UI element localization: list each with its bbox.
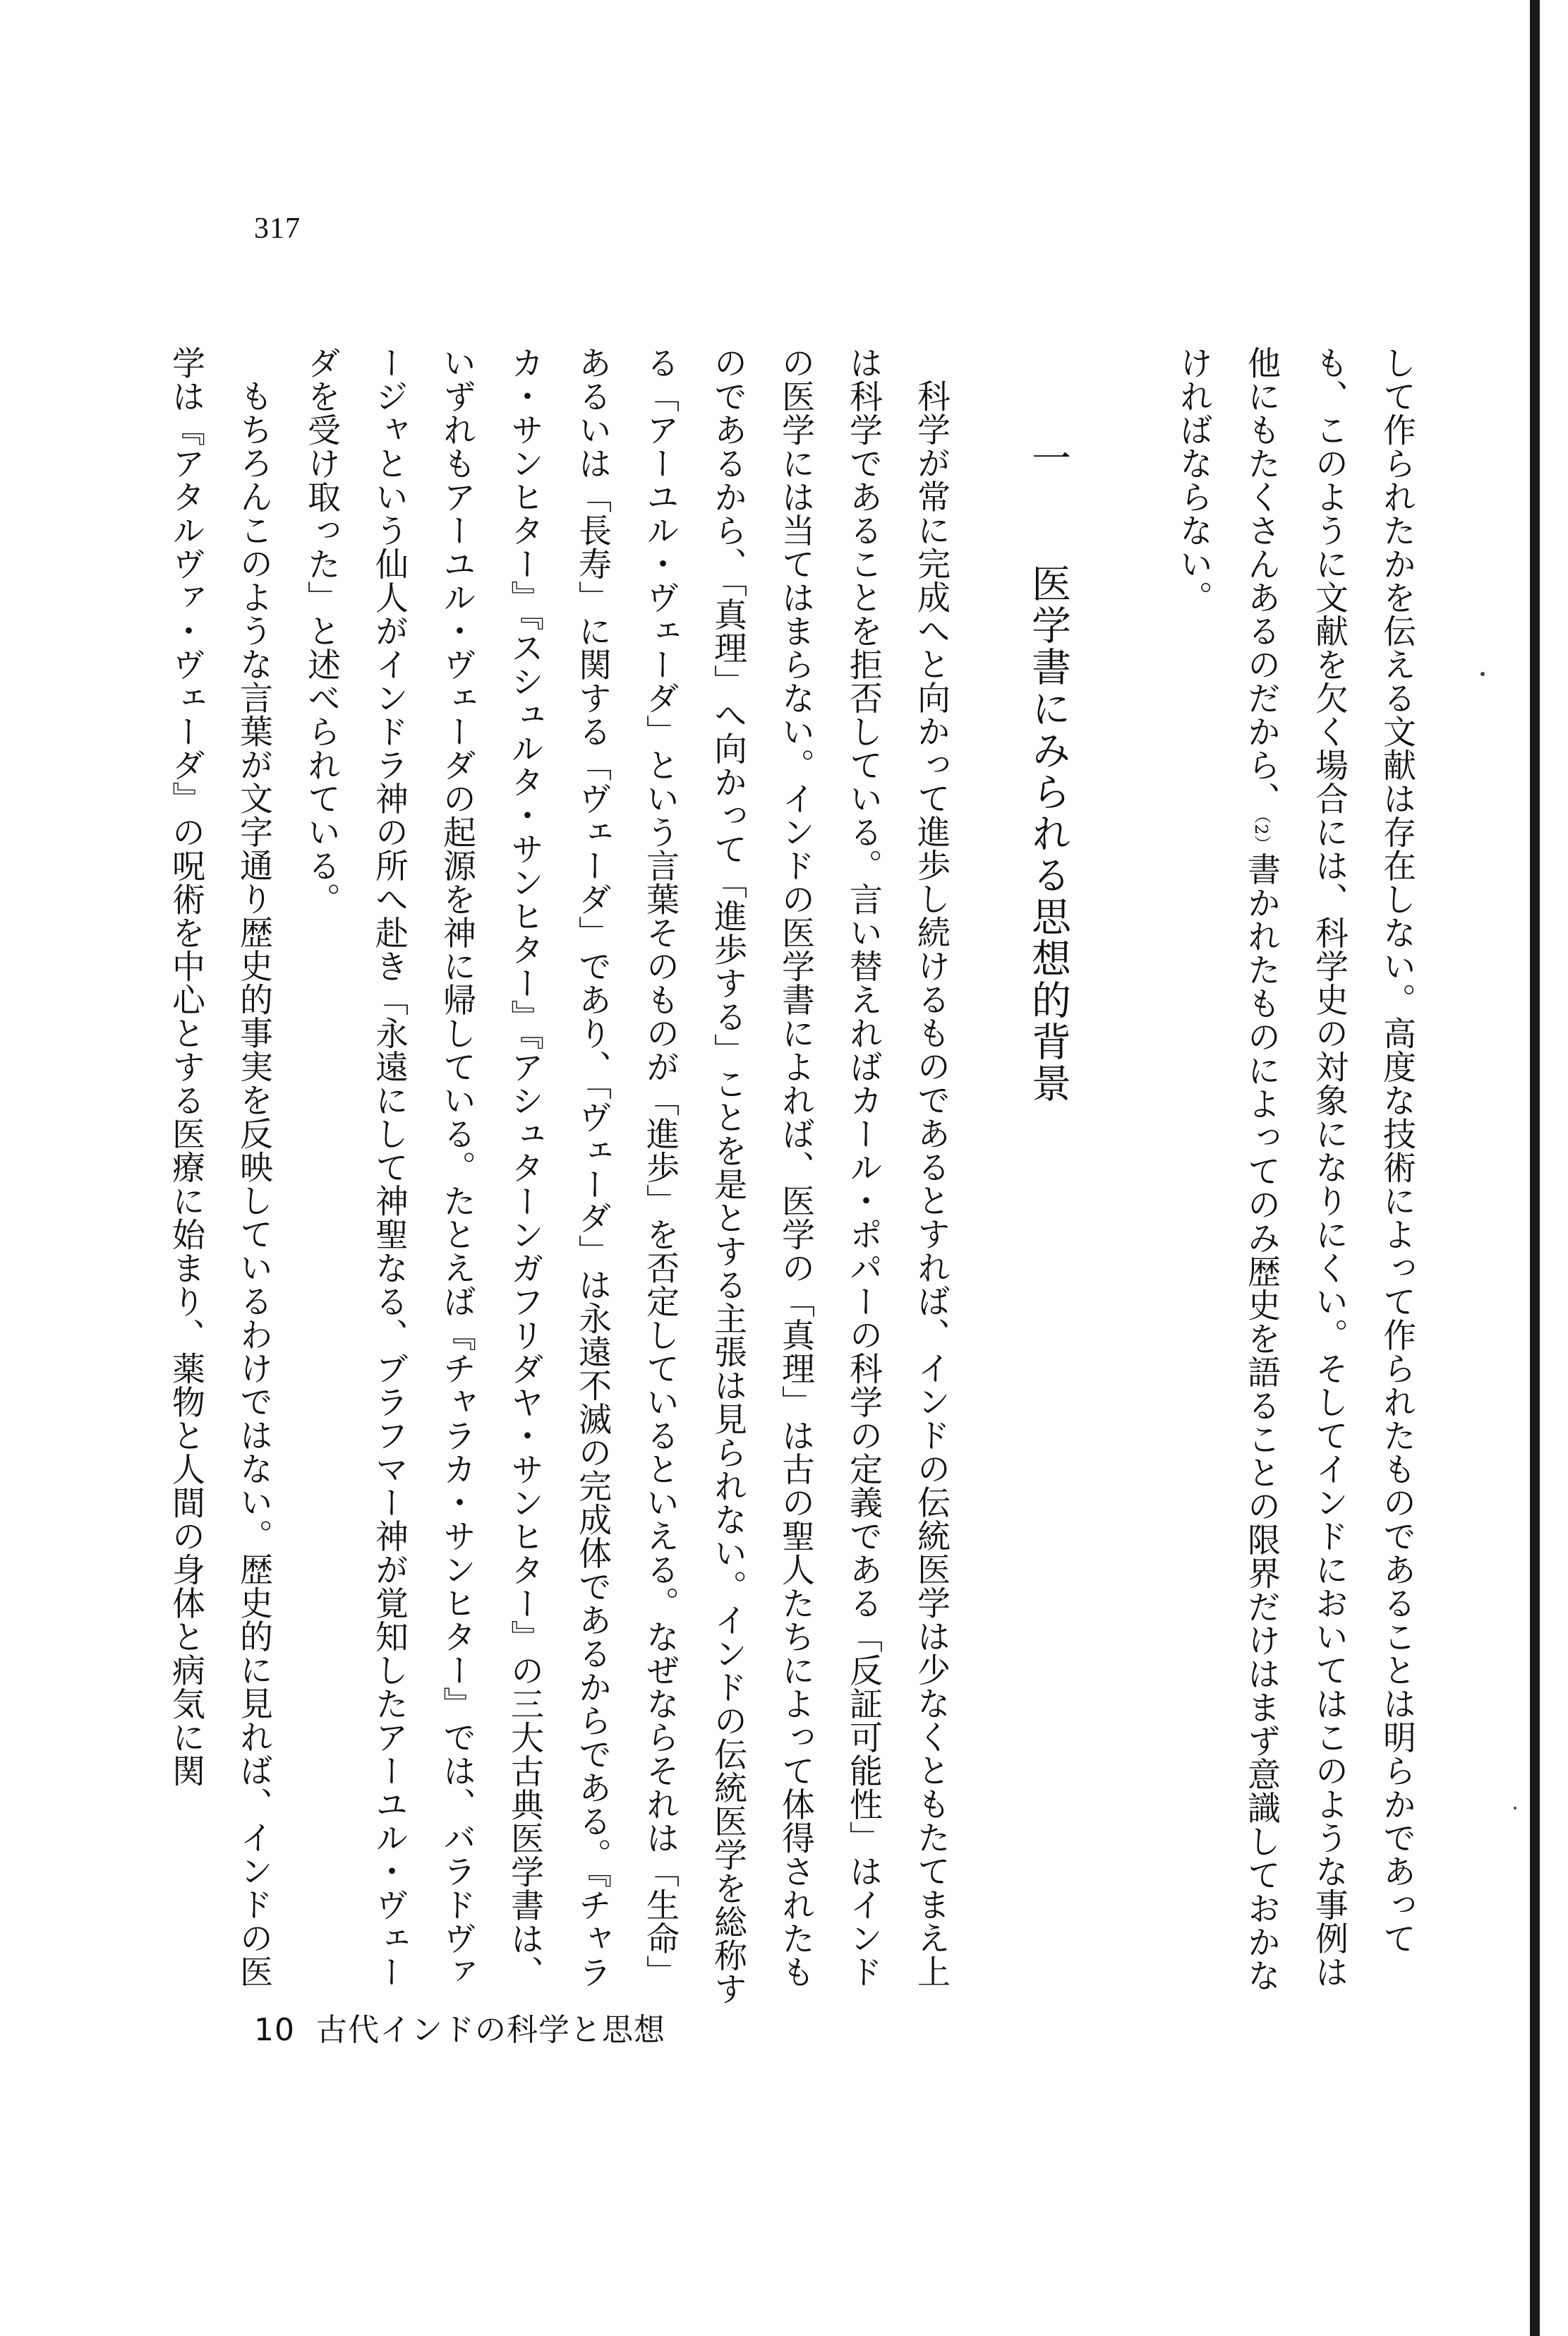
- chapter-number: 10: [254, 2012, 295, 2048]
- running-footer: [254, 2004, 665, 2049]
- scan-edge-shadow: [1530, 0, 1540, 2336]
- body-paragraph-2: もちろんこのような言葉が文字通り歴史的事実を反映しているわけではない。歴史的に見れば、インドの医学は『アタルヴァ・ヴェーダ』の呪術を中心とする医療に始まり、薬物と人間の身体と病気に関: [167, 346, 273, 1988]
- note-reference: （2）: [1251, 815, 1271, 853]
- section-title: 医学書にみられる思想的背景: [1025, 563, 1071, 1104]
- chapter-title: 古代インドの科学と思想: [316, 2012, 665, 2048]
- body-paragraph-1: 科学が常に完成へと向かって進歩し続けるものであるとすれば、インドの伝統医学は少なくともたてまえ上は科学であることを拒否している。言い替えればカール・ポパーの科学の定義である「反証可能性」はインドの医学には当てはまらない。インドの医学書によれば、医学の「真理」は古の聖人たちによって体得されたものであるから、「真理」へ向かって「進歩する」ことを是とする主張は見られない。インドの伝統医学を総称する「アーユル・ヴェーダ」という言葉そのものが「進歩」を否定しているといえる。なぜならそれは「生命」あるいは「長寿」に関する「ヴェーダ」であり、「ヴェーダ」は永遠不滅の完成体であるからである。『チャラカ・サンヒター』『スシュルタ・サンヒター』『アシュターンガフリダヤ・サンヒター』の三大古典医学書は、いずれもアーユル・ヴェーダの起源を神に帰している。たとえば『チャラカ・サンヒター』では、バラドヴァージャという仙人がインドラ神の所へ赴き「永遠にして神聖なる、ブラフマー神が覚知したアーユル・ヴェーダを受け取った」と述べられている。: [302, 346, 951, 2006]
- page-number: 317: [254, 212, 301, 245]
- scan-speck: [1514, 1807, 1516, 1810]
- main-text: [152, 346, 1430, 2011]
- paragraph-text-cont: 書かれたものによってのみ歴史を語ることの限界だけはまず意識しておかなければならない。: [1174, 346, 1281, 1992]
- scan-speck: [1480, 672, 1485, 676]
- paragraph-text: して作られたかを伝える文献は存在しない。高度な技術によって作られたものであることは明らかであっても、このように文献を欠く場合には、科学史の対象になりにくい。そしてインドにおいてはこのような事例は他にもたくさんあるのだから、: [1242, 346, 1416, 1989]
- section-number: 一: [1025, 438, 1071, 479]
- section-heading: [1014, 346, 1082, 2011]
- paragraph-continuation: [1159, 346, 1430, 2011]
